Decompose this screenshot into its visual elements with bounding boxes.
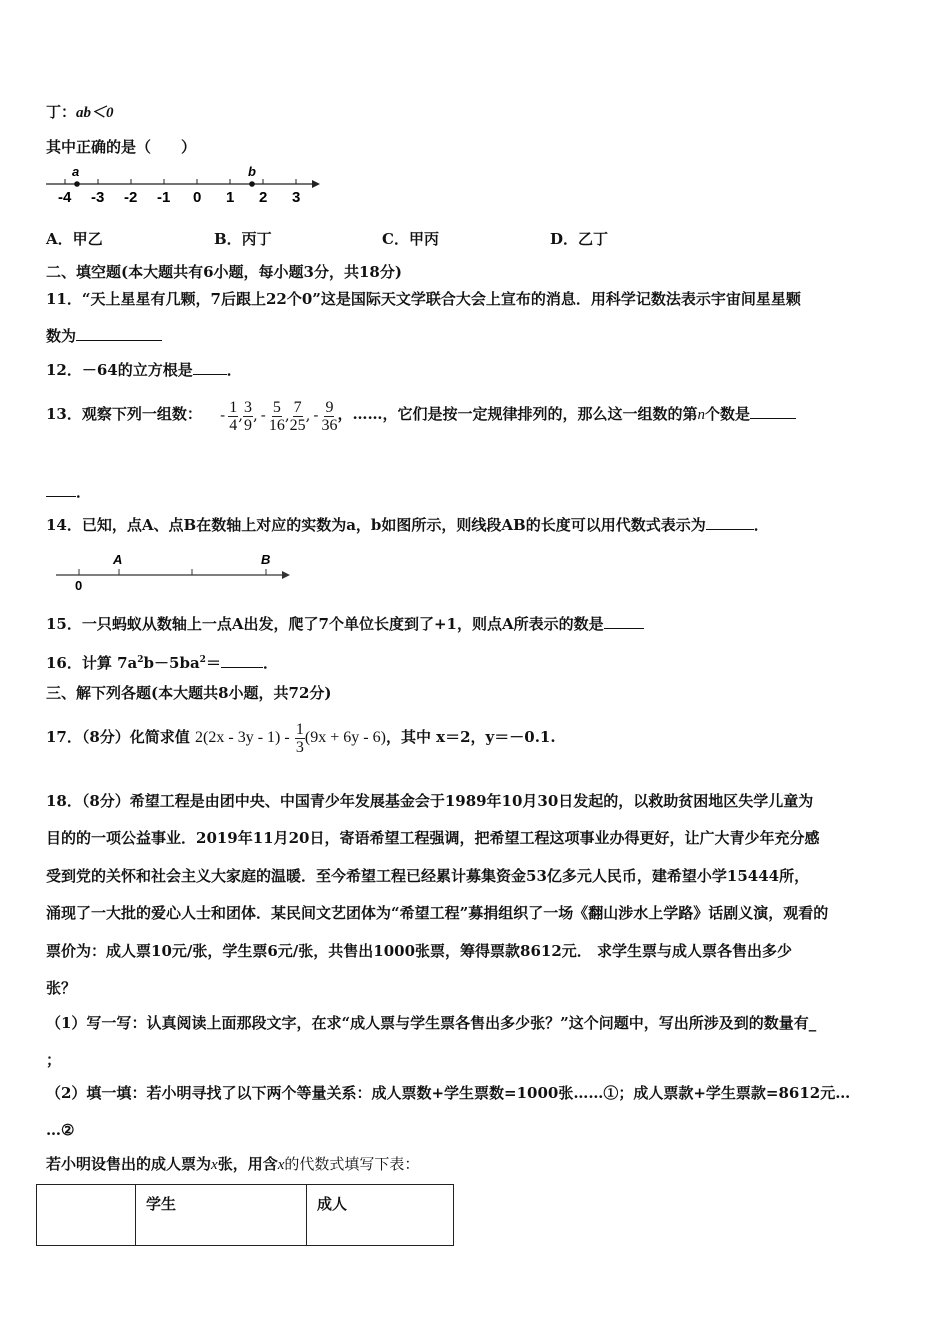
point-b-dot xyxy=(249,181,255,187)
q18-part1-line1: （1）写一写：认真阅读上面那段文字，在求“成人票与学生票各售出多少张？”这个问题中，写出所涉及到的数量有_ xyxy=(46,1014,817,1032)
option-c: C．甲丙 xyxy=(382,230,439,248)
q14-answer-blank xyxy=(706,515,754,530)
point-b-label: b xyxy=(248,164,256,179)
q14 xyxy=(46,515,769,535)
q17-fraction xyxy=(295,721,305,756)
q18-line-6: 张？ xyxy=(46,979,77,997)
q18-line-1: 18．（8分）希望工程是由团中央、中国青少年发展基金会于1989年10月30日发起的，以救助贫困地区失学儿童为 xyxy=(46,792,814,810)
sequence-fraction xyxy=(269,399,285,434)
frac-num: 7 xyxy=(293,398,302,416)
q16-answer-blank xyxy=(221,653,263,668)
sequence-fraction xyxy=(290,399,306,434)
option-d: D．乙丁 xyxy=(550,230,609,248)
setup-mid: 张，用含 xyxy=(217,1155,278,1173)
q18-line-2: 目的的一项公益事业．2019年11月20日，寄语希望工程强调，把希望工程这项事业办得更好，让广大青少年充分感 xyxy=(46,829,820,847)
point-b-label: B xyxy=(261,552,271,567)
section-2-title: 二、填空题(本大题共有6小题，每小题3分，共18分) xyxy=(46,263,402,281)
condition-label: 丁： xyxy=(46,103,77,121)
frac-num: 9 xyxy=(325,398,334,416)
frac-num: 5 xyxy=(272,398,281,416)
table-row xyxy=(37,1185,454,1246)
axis-tick-label: -3 xyxy=(91,189,105,206)
axis-tick-label: -2 xyxy=(124,189,138,206)
frac-den: 36 xyxy=(321,416,338,434)
section-3-title: 三、解下列各题(本大题共8小题，共72分) xyxy=(46,684,332,702)
q16-sup2: 2 xyxy=(199,655,206,665)
q18-part2-line2: …② xyxy=(46,1121,75,1139)
q11-answer-blank xyxy=(76,326,162,341)
setup-post: 的代数式填写下表： xyxy=(284,1155,420,1173)
q15-answer-blank xyxy=(604,614,644,629)
q17 xyxy=(46,715,556,760)
q10-number-line xyxy=(44,164,324,208)
q12-answer-blank xyxy=(193,360,227,375)
point-a-label: A xyxy=(113,552,123,567)
q18-part2-line1: （2）填一填：若小明寻找了以下两个等量关系：成人票数+学生票数=1000张……①；成人票款+学生票款=8612元… xyxy=(46,1084,851,1102)
q16-mid: b－5ba xyxy=(143,654,200,672)
separator: , xyxy=(238,406,243,424)
table-header-empty xyxy=(37,1185,136,1246)
q11-text: 数为 xyxy=(46,327,77,345)
q13-prefix: 13．观察下列一组数： xyxy=(46,405,202,423)
q15 xyxy=(46,614,644,634)
q13 xyxy=(46,394,796,435)
frac-den: 3 xyxy=(295,738,304,756)
q17-suffix: ，其中 x＝2，y＝－0.1. xyxy=(385,728,556,746)
point-a-label: a xyxy=(72,164,80,179)
frac-num: 1 xyxy=(295,720,304,738)
q12-end: ． xyxy=(226,361,242,379)
frac-den: 25 xyxy=(289,416,306,434)
axis-tick-label: 2 xyxy=(259,189,268,206)
q17-expr-left: 2(2x - 3y - 1) - xyxy=(195,729,290,746)
q10-prompt: 其中正确的是（ ） xyxy=(46,138,197,156)
axis-tick-label: 3 xyxy=(292,189,301,206)
axis-tick-label: 0 xyxy=(193,189,202,206)
q18-line-3: 受到党的关怀和社会主义大家庭的温暖．至今希望工程已经累计募集资金53亿多元人民币，建希望小学15444所， xyxy=(46,867,810,885)
fraction-sign: - xyxy=(260,406,266,424)
sequence-fraction xyxy=(243,399,253,434)
q14-end: ． xyxy=(753,516,769,534)
var-x-1: x xyxy=(211,1157,218,1173)
var-x-2: x xyxy=(277,1157,285,1173)
condition-expr: ab＜0 xyxy=(76,105,114,121)
frac-den: 4 xyxy=(229,416,238,434)
q16-pre: 16．计算 7a xyxy=(46,654,138,672)
separator: , xyxy=(305,406,311,424)
q16-post: ＝ xyxy=(205,654,221,672)
q18-line-5: 票价为：成人票10元/张，学生票6元/张，共售出1000张票，筹得票款8612元． 求学生票与成人票各售出多少 xyxy=(46,942,792,960)
table-header-student: 学生 xyxy=(136,1185,307,1246)
frac-num: 3 xyxy=(243,398,252,416)
table-header-adult: 成人 xyxy=(307,1185,454,1246)
axis-tick-label: 1 xyxy=(226,189,235,206)
q13-answer-blank xyxy=(750,404,796,419)
q16-end: ． xyxy=(262,654,278,672)
q18-table xyxy=(36,1184,454,1246)
frac-num: 1 xyxy=(229,398,238,416)
q13-suffix2: 个数是 xyxy=(704,405,750,423)
sequence-fraction xyxy=(228,399,238,434)
q18-setup xyxy=(46,1154,419,1175)
q14-text: 14．已知，点A、点B在数轴上对应的实数为a，b如图所示，则线段AB的长度可以用代数式表示为 xyxy=(46,516,706,534)
q12 xyxy=(46,360,242,380)
q14-number-line xyxy=(54,548,294,592)
q13-continuation xyxy=(46,482,91,502)
q13-answer-blank-2 xyxy=(46,482,76,497)
q10-condition-d xyxy=(46,102,114,123)
q18-part1-line2: ； xyxy=(46,1051,62,1069)
q16 xyxy=(46,650,278,673)
setup-pre: 若小明设售出的成人票为 xyxy=(46,1155,212,1173)
fraction-sign: - xyxy=(220,406,226,424)
q16-sup1: 2 xyxy=(137,655,144,665)
q17-expr-right: (9x + 6y - 6) xyxy=(304,729,386,746)
q13-end: ． xyxy=(76,483,92,501)
sequence-fraction xyxy=(321,399,337,434)
q10-options xyxy=(46,229,718,249)
point-a-dot xyxy=(74,181,80,187)
frac-den: 9 xyxy=(243,416,252,434)
q12-text: 12．－64的立方根是 xyxy=(46,361,193,379)
separator: , xyxy=(252,406,258,424)
axis-tick-label: -1 xyxy=(157,189,171,206)
separator: , xyxy=(284,406,290,424)
q13-sequence xyxy=(217,395,337,435)
option-b: B．丙丁 xyxy=(214,230,272,248)
q15-text: 15．一只蚂蚁从数轴上一点A出发，爬了7个单位长度到了+1，则点A所表示的数是 xyxy=(46,615,604,633)
q13-n: n xyxy=(697,407,705,423)
origin-label: 0 xyxy=(75,578,83,592)
frac-den: 16 xyxy=(268,416,285,434)
q11-line2 xyxy=(46,326,162,346)
axis-tick-label: -4 xyxy=(58,189,72,206)
option-a: A．甲乙 xyxy=(46,230,103,248)
q11-line1: 11．“天上星星有几颗，7后跟上22个0”这是国际天文学联合大会上宣布的消息．用科学记数法表示宇宙间星星颗 xyxy=(46,290,801,308)
q18-line-4: 涌现了一大批的爱心人士和团体．某民间文艺团体为“希望工程”募捐组织了一场《翻山涉水上学路》话剧义演，观看的 xyxy=(46,904,829,922)
q13-suffix: ，……，它们是按一定规律排列的，那么这一组数的第 xyxy=(337,405,698,423)
q17-prefix: 17．（8分）化简求值 xyxy=(46,728,190,746)
fraction-sign: - xyxy=(313,406,319,424)
